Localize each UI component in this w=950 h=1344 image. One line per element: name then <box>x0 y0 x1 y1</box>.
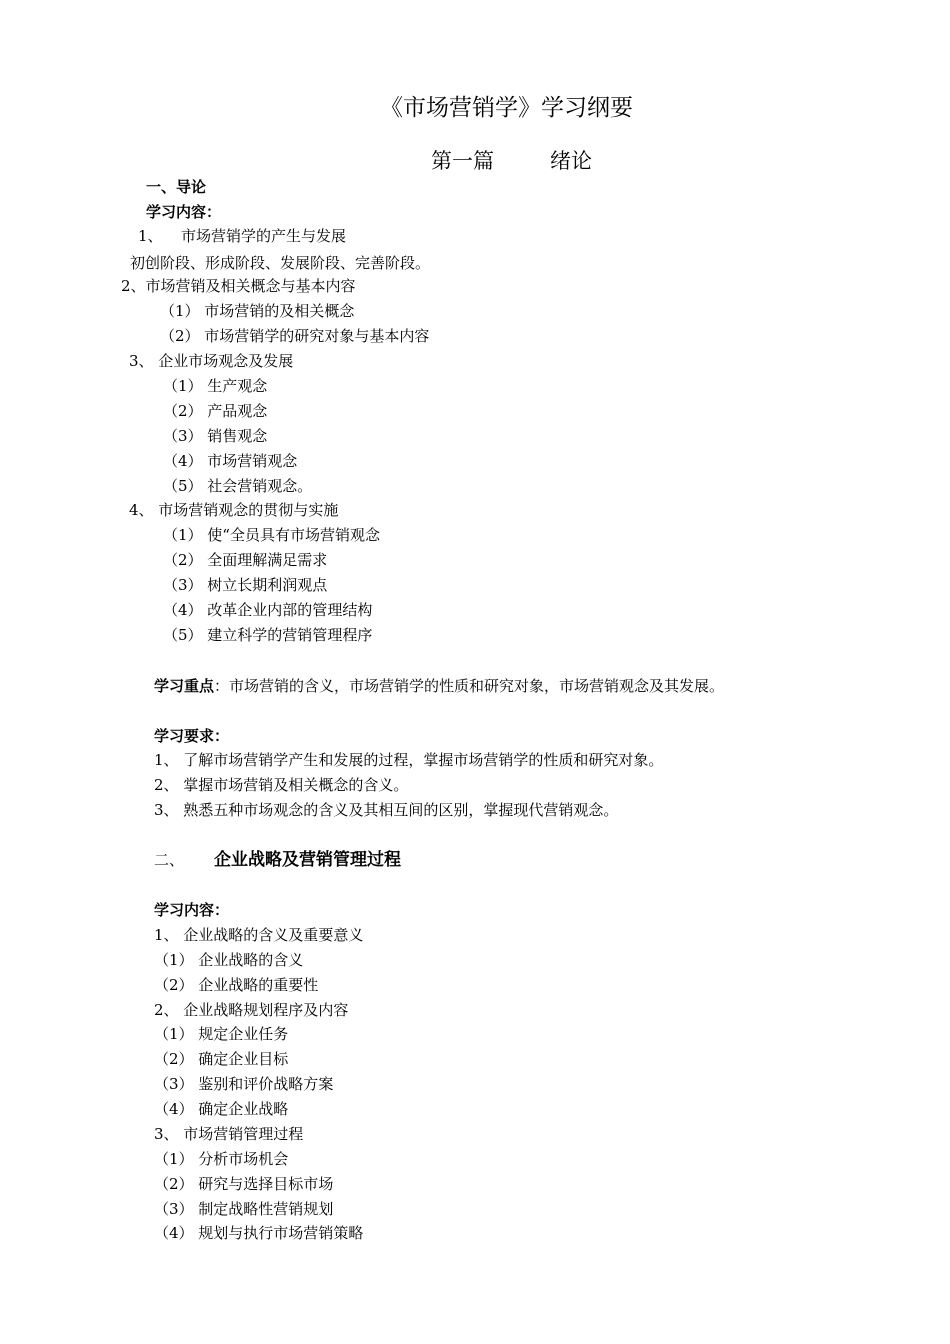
sub-item: （2） 研究与选择目标市场 <box>154 1175 334 1193</box>
sub-item: （2） 确定企业目标 <box>154 1050 289 1068</box>
requirement-item: 1、 了解市场营销学产生和发展的过程，掌握市场营销学的性质和研究对象。 <box>154 751 664 769</box>
content-label: 学习内容： <box>146 203 222 221</box>
sub-item: （4） 规划与执行市场营销策略 <box>154 1224 364 1242</box>
list-item: 1、 企业战略的含义及重要意义 <box>154 926 364 944</box>
sub-item: （2） 产品观念 <box>163 402 268 420</box>
part-label: 第一篇 <box>431 149 494 173</box>
sub-item: （2） 市场营销学的研究对象与基本内容 <box>160 327 430 345</box>
sub-item: （1） 使“全员具有市场营销观念 <box>163 526 380 544</box>
sub-item: （1） 企业战略的含义 <box>154 951 304 969</box>
key-points <box>154 676 724 696</box>
sub-item: （1） 市场营销的及相关概念 <box>160 302 355 320</box>
sub-item: （5） 建立科学的营销管理程序 <box>163 626 373 644</box>
list-item: 市场营销学的产生与发展 <box>181 227 347 245</box>
sub-item: （2） 企业战略的重要性 <box>154 976 319 994</box>
requirements-label: 学习要求： <box>154 727 230 745</box>
list-item: 3、 市场营销管理过程 <box>154 1125 304 1143</box>
sub-item: （1） 分析市场机会 <box>154 1150 289 1168</box>
list-item: 2、市场营销及相关概念与基本内容 <box>121 277 356 295</box>
requirement-item: 2、 掌握市场营销及相关概念的含义。 <box>154 776 409 794</box>
section-heading: 企业战略及营销管理过程 <box>214 850 401 870</box>
sub-item: （2） 全面理解满足需求 <box>163 551 328 569</box>
sub-item: （3） 销售观念 <box>163 427 268 445</box>
sub-item: （1） 规定企业任务 <box>154 1025 289 1043</box>
sub-item: （5） 社会营销观念。 <box>163 477 313 495</box>
sub-item: （3） 鉴别和评价战略方案 <box>154 1075 334 1093</box>
sub-item: （1） 生产观念 <box>163 377 268 395</box>
sub-item: （3） 制定战略性营销规划 <box>154 1200 334 1218</box>
key-points-label: 学习重点 <box>154 677 215 695</box>
content-label: 学习内容： <box>154 901 230 919</box>
sub-item: （4） 改革企业内部的管理结构 <box>163 601 373 619</box>
sub-item: （4） 确定企业战略 <box>154 1100 289 1118</box>
list-item-detail: 初创阶段、形成阶段、发展阶段、完善阶段。 <box>130 254 431 272</box>
sub-item: （3） 树立长期利润观点 <box>163 576 328 594</box>
sub-item: （4） 市场营销观念 <box>163 452 298 470</box>
section-heading: 一、导论 <box>146 178 207 196</box>
part-name: 绪论 <box>550 149 592 173</box>
list-item-number: 1、 <box>138 227 163 245</box>
requirement-item: 3、 熟悉五种市场观念的含义及其相互间的区别，掌握现代营销观念。 <box>154 801 619 819</box>
document-title: 《市场营销学》学习纲要 <box>380 95 633 121</box>
list-item: 3、 企业市场观念及发展 <box>129 352 294 370</box>
list-item: 2、 企业战略规划程序及内容 <box>154 1001 349 1019</box>
key-points-text: ：市场营销的含义，市场营销学的性质和研究对象，市场营销观念及其发展。 <box>214 677 725 695</box>
list-item: 4、 市场营销观念的贯彻与实施 <box>129 501 339 519</box>
section-number: 二、 <box>154 851 185 869</box>
